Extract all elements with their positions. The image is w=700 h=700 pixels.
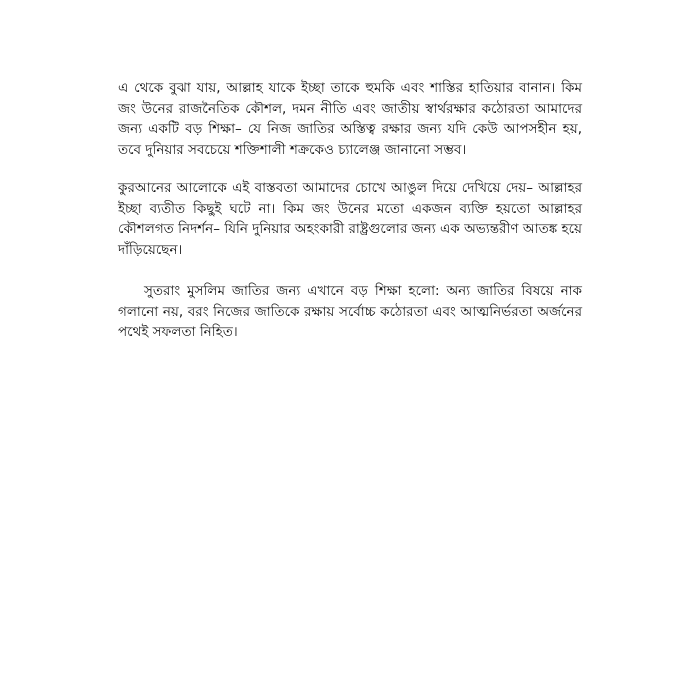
paragraph-3: সুতরাং মুসলিম জাতির জন্য এখানে বড় শিক্ষা হলো: অন্য জাতির বিষয়ে নাক গলানো নয়, বরং নিজের জাতিকে রক্ষায় সর্বোচ্চ কঠোরতা এবং আত্মনির্ভরতা অর্জনের পথেই সফলতা নিহিত। (118, 283, 582, 340)
document-page (118, 78, 582, 343)
paragraph-1: এ থেকে বুঝা যায়, আল্লাহ যাকে ইচ্ছা তাকে হুমকি এবং শাস্তির হাতিয়ার বানান। কিম জং উনের রাজনৈতিক কৌশল, দমন নীতি এবং জাতীয় স্বার্থরক্ষার কঠোরতা আমাদের জন্য একটি বড় শিক্ষা– যে নিজ জাতির অস্তিত্ব রক্ষার জন্য যদি কেউ আপসহীন হয়, তবে দুনিয়ার সবচেয়ে শক্তিশালী শক্রকেও চ্যালেঞ্জ জানানো সম্ভব। (118, 80, 582, 158)
paragraph-2: কুরআনের আলোকে এই বাস্তবতা আমাদের চোখে আঙুল দিয়ে দেখিয়ে দেয়– আল্লাহর ইচ্ছা ব্যতীত কিছুই ঘটে না। কিম জং উনের মতো একজন ব্যক্তি হয়তো আল্লাহর কৌশলগত নিদর্শন– যিনি দুনিয়ার অহংকারী রাষ্ট্রগুলোর জন্য এক অভ্যন্তরীণ আতঙ্ক হয়ে দাঁড়িয়েছেন। (118, 180, 582, 258)
